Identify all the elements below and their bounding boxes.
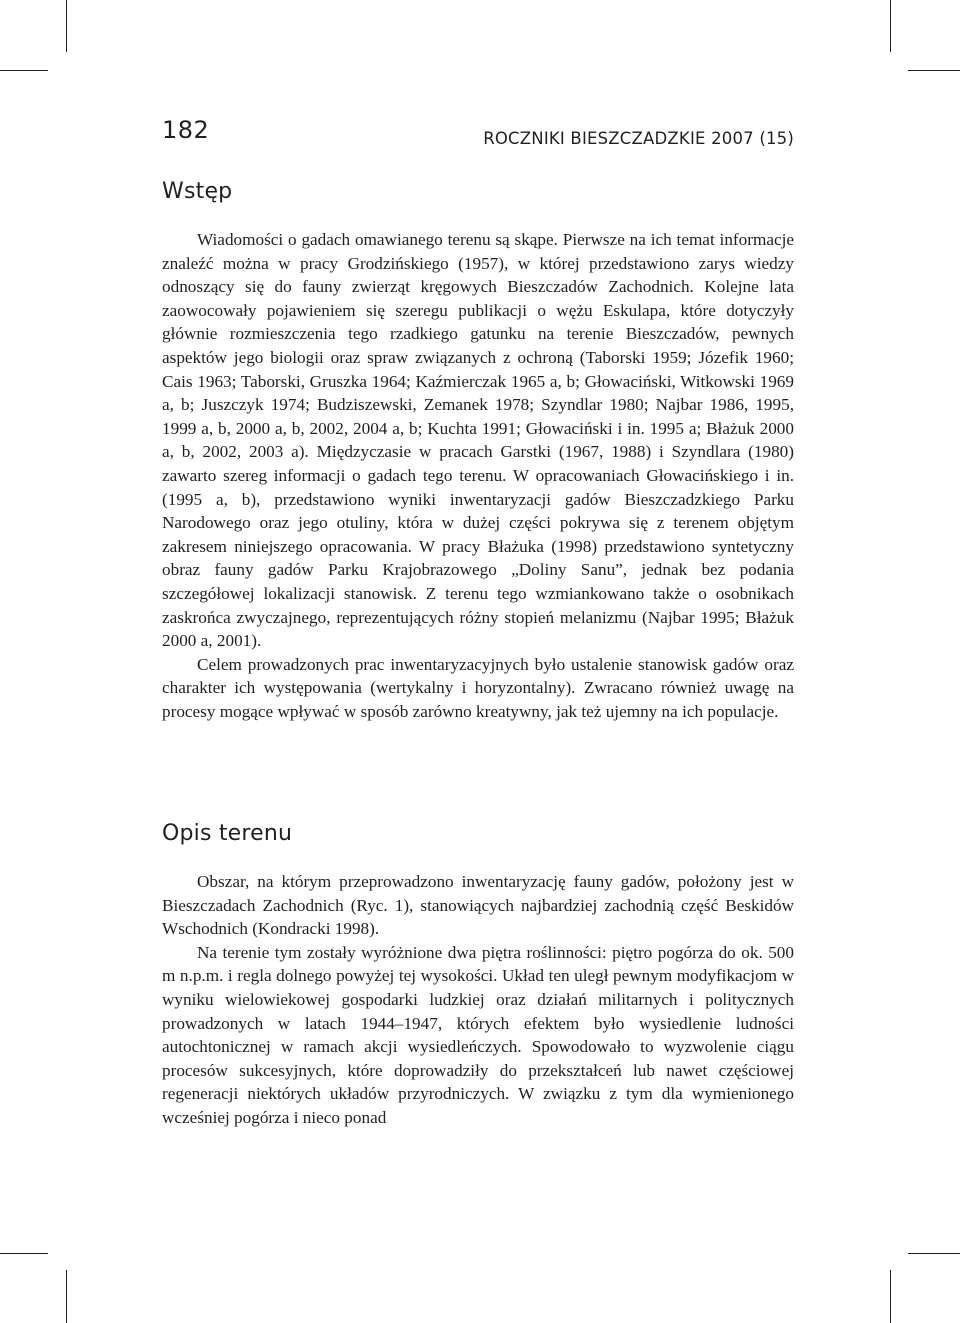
running-head: ROCZNIKI BIESZCZADZKIE 2007 (15): [483, 129, 794, 148]
crop-mark-bottom-right-h: [908, 1253, 960, 1254]
paragraph: Celem prowadzonych prac inwentaryzacyjnych było ustalenie stanowisk gadów oraz charakter ich występowania (wertykalny i horyzontalny). Zwracano również uwagę na procesy mogące wpływać w sposób zarówno kreatywny, jak też ujemny na ich populacje.: [162, 654, 794, 721]
page-number: 182: [162, 116, 210, 144]
section-body-intro: [162, 228, 794, 723]
paragraph: Obszar, na którym przeprowadzono inwentaryzację fauny gadów, położony jest w Bieszczadach Zachodnich (Ryc. 1), stanowiących najbardziej zachodnią część Beskidów Wschodnich (Kondracki 1998).: [162, 872, 794, 939]
crop-mark-top-right: [890, 0, 891, 52]
crop-mark-top-left-h: [0, 70, 48, 71]
section-body-terrain: [162, 870, 794, 1130]
paragraph: Wiadomości o gadach omawianego terenu są skąpe. Pierwsze na ich temat informacje znaleźć można w pracy Grodzińskiego (1957), w której przedstawiono zarys wiedzy odnoszący się do fauny zwierząt kręgowych Bieszczadów Zachodnich. Kolejne lata zaowocowały pojawieniem się szeregu publikacji o wężu Eskulapa, które dotyczyły głównie rozmieszczenia tego rzadkiego gatunku na terenie Bieszczadów, pewnych aspektów jego biologii oraz spraw związanych z ochroną (Taborski 1959; Józefik 1960; Cais 1963; Taborski, Gruszka 1964; Kaźmierczak 1965 a, b; Głowaciński, Witkowski 1969 a, b; Juszczyk 1974; Budziszewski, Zemanek 1978; Szyndlar 1980; Najbar 1986, 1995, 1999 a, b, 2000 a, b, 2002, 2004 a, b; Kuchta 1991; Głowaciński i in. 1995 a; Błażuk 2000 a, b, 2002, 2003 a). Międzyczasie w pracach Garstki (1967, 1988) i Szyndlara (1980) zawarto szereg informacji o gadach tego terenu. W opracowaniach Głowacińskiego i in. (1995 a, b), przedstawiono wyniki inwentaryzacji gadów Bieszczadzkiego Parku Narodowego oraz jego otuliny, która w dużej części pokrywa się z terenem objętym zakresem niniejszego opracowania. W pracy Błażuka (1998) przedstawiono syntetyczny obraz fauny gadów Parku Krajobrazowego „Doliny Sanu”, jednak bez podania szczegółowej lokalizacji stanowisk. Z terenu tego wzmiankowano także o osobnikach zaskrońca zwyczajnego, reprezentujących różny stopień melanizmu (Najbar 1995; Błażuk 2000 a, 2001).: [162, 230, 794, 651]
section-heading-intro: Wstęp: [162, 179, 233, 204]
crop-mark-bottom-left: [66, 1270, 67, 1323]
crop-mark-bottom-left-h: [0, 1253, 48, 1254]
section-heading-terrain: Opis terenu: [162, 821, 293, 846]
crop-mark-top-left: [66, 0, 67, 52]
crop-mark-top-right-h: [908, 70, 960, 71]
paragraph: Na terenie tym zostały wyróżnione dwa piętra roślinności: piętro pogórza do ok. 500 m n.p.m. i regla dolnego powyżej tej wysokości. Układ ten uległ pewnym modyfikacjom w wyniku wielowiekowej gospodarki ludzkiej oraz działań militarnych i politycznych prowadzonych w latach 1944–1947, których efektem było wysiedlenie ludności autochtonicznej w ramach akcji wysiedleńczych. Spowodowało to wyzwolenie ciągu procesów sukcesyjnych, które doprowadziły do przekształceń lub nawet częściowej regeneracji niektórych układów przyrodniczych. W związku z tym dla wymienionego wcześniej pogórza i nieco ponad: [162, 942, 794, 1127]
crop-mark-bottom-right: [890, 1270, 891, 1323]
